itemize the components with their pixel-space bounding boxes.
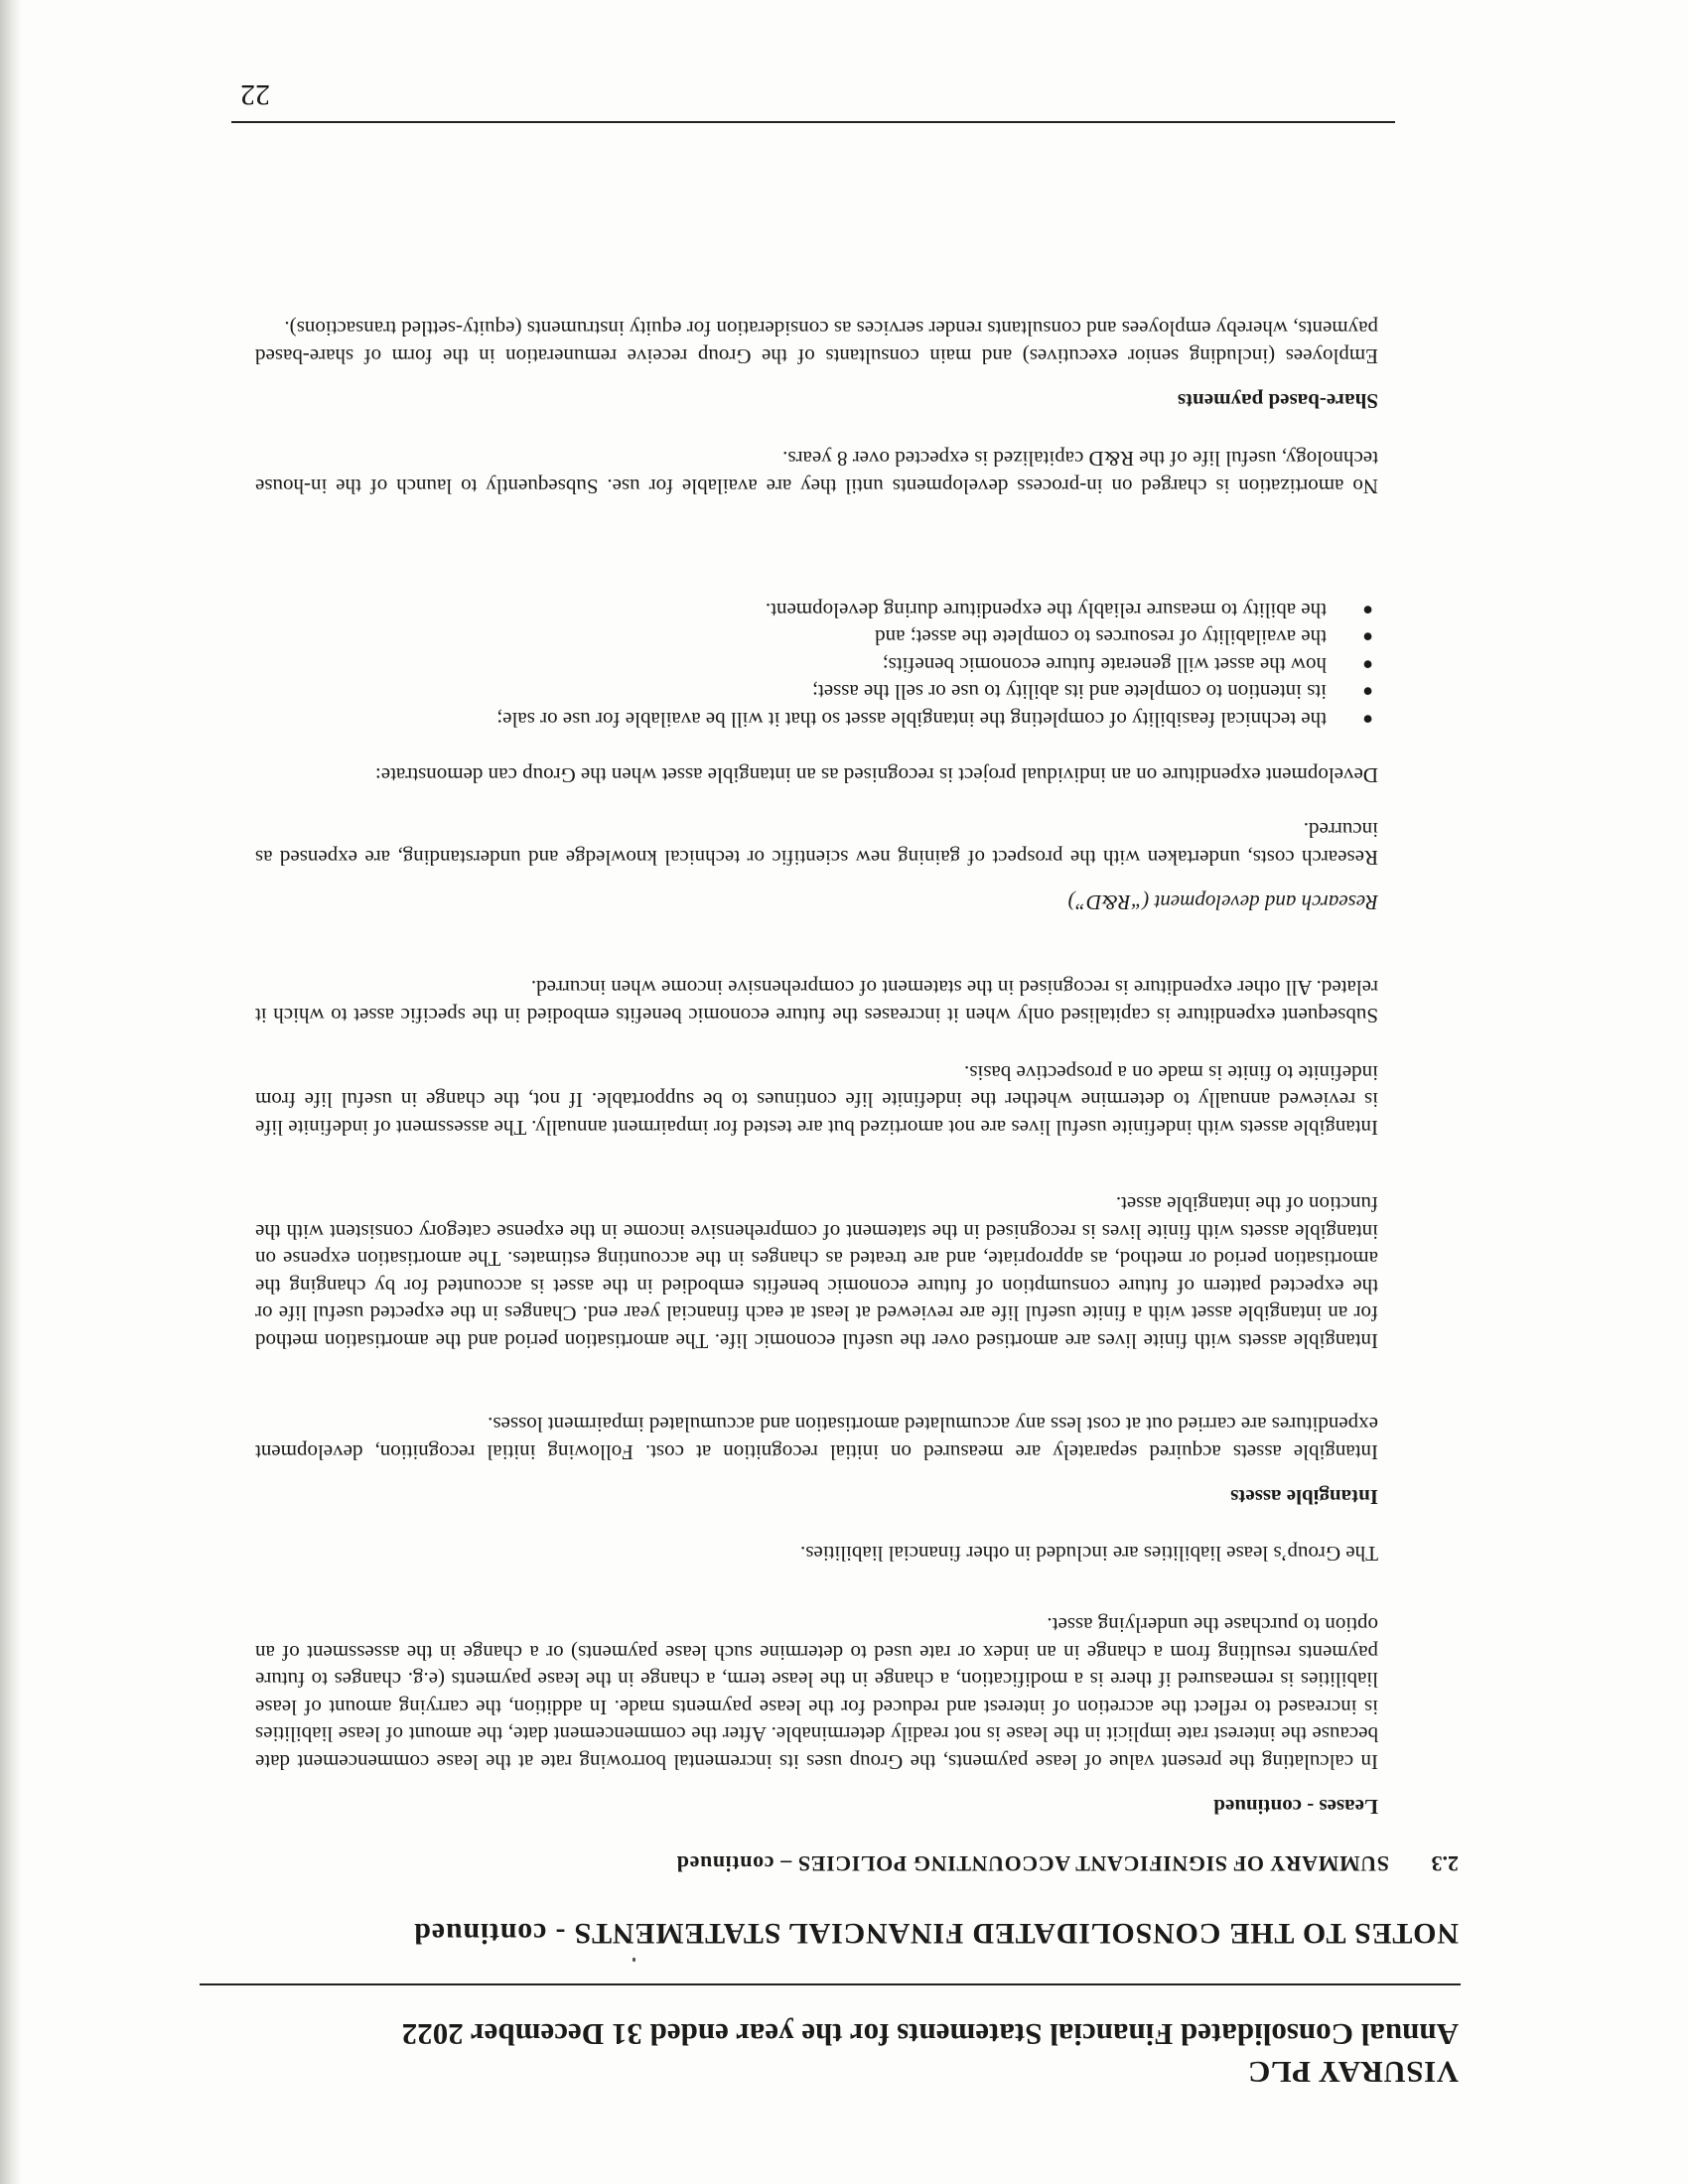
intangible-paragraph-1: Intangible assets acquired separately are measured on initial recognition at cost. Following initial recognition, development expenditures are carried out at cost less any accumulated amortisation and accumulated impairment losses. <box>255 1413 1378 1464</box>
rnd-paragraph-2: Development expenditure on an individual project is recognised as an intangible asset when the Group can demonstrate: <box>374 763 1378 787</box>
share-based-paragraph-1: Employees (including senior executives) and main consultants of the Group receive remuneration in the form of share-based payments, whereby employees and consultants render services as consideration for equity instruments (equity-settled transactions). <box>255 317 1378 368</box>
page-number: 22 <box>240 78 270 111</box>
bullet-icon: ● <box>1362 627 1373 648</box>
list-item-text: the ability to measure reliably the expenditure during development. <box>765 598 1327 622</box>
list-item-text: the technical feasibility of completing the intangible asset so that it will be available for use or sale; <box>496 708 1327 732</box>
list-item <box>255 705 1378 733</box>
leases-paragraph-1: In calculating the present value of lease payments, the Group uses its incremental borrowing rate at the lease commencement date because the interest rate implicit in the lease is not readily determinable. After the commencement date, the amount of lease liabilities is increased to reflect the accretion of interest and reduced for the lease payments made. In addition, the carrying amount of lease liabilities is remeasured if there is a modification, a change in the lease term, a change in the lease payments (e.g. changes to future payments resulting from a change in an index or rate used to determine such lease payments) or a change in the assessment of an option to purchase the underlying asset. <box>255 1613 1378 1774</box>
list-item-text: the availability of resources to complete the asset; and <box>875 625 1327 650</box>
list-item <box>255 596 1378 623</box>
report-subtitle: Annual Consolidated Financial Statements for the year ended 31 December 2022 <box>401 2017 1459 2052</box>
footer-rule <box>231 121 1395 123</box>
bullet-icon: ● <box>1362 600 1373 620</box>
list-item <box>255 623 1378 651</box>
bullet-icon: ● <box>1362 654 1373 675</box>
scan-speck <box>633 1958 635 1962</box>
company-name: VISURAY PLC <box>1247 2055 1459 2090</box>
notes-title: NOTES TO THE CONSOLIDATED FINANCIAL STATEMENTS - continued <box>413 1917 1459 1950</box>
list-item <box>255 650 1378 678</box>
list-item-text: its intention to complete and its ability to use or sell the asset; <box>812 680 1327 705</box>
list-item <box>255 678 1378 706</box>
rnd-paragraph-3: No amortization is charged on in-process developments until they are available for use. Subsequently to launch of the in-house technology, useful life of the R&D capitalized is expected over 8 years. <box>255 447 1378 498</box>
section-title: SUMMARY OF SIGNIFICANT ACCOUNTING POLICIES – continued <box>676 1851 1389 1876</box>
bullet-icon: ● <box>1362 682 1373 703</box>
intangible-heading: Intangible assets <box>1230 1485 1378 1509</box>
rnd-paragraph-1: Research costs, undertaken with the prospect of gaining new scientific or technical knowledge and understanding, are expensed as incurred. <box>255 818 1378 870</box>
leases-paragraph-2: The Group’s lease liabilities are included in other financial liabilities. <box>800 1542 1378 1566</box>
share-based-heading: Share-based payments <box>1177 389 1378 413</box>
rnd-heading: Research and development (“R&D”) <box>1067 890 1378 914</box>
section-number: 2.3 <box>1431 1851 1459 1876</box>
header-rule <box>200 1983 1461 1985</box>
bullet-icon: ● <box>1362 710 1373 730</box>
leases-heading: Leases - continued <box>1213 1795 1378 1819</box>
list-item-text: how the asset will generate future economic benefits; <box>882 652 1327 677</box>
rnd-bullet-list <box>255 596 1378 733</box>
intangible-paragraph-4: Subsequent expenditure is capitalised only when it increases the future economic benefits embodied in the specific asset to which it related. All other expenditure is recognised in the statement of comprehensive income when incurred. <box>255 976 1378 1027</box>
intangible-paragraph-3: Intangible assets with indefinite useful lives are not amortized but are tested for impairment annually. The assessment of indefinite life is reviewed annually to determine whether the indefinite life continues to be supportable. If not, the change in useful life from indefinite to finite is made on a prospective basis. <box>255 1060 1378 1140</box>
section-heading <box>208 1850 1459 1876</box>
intangible-paragraph-2: Intangible assets with finite lives are amortised over the useful economic life. The amortisation period and the amortisation method for an intangible asset with a finite useful life are reviewed at least at each financial year end. Changes in the expected useful life or the expected pattern of future consumption of future economic benefits embodied in the asset is accounted for by changing the amortisation period or method, as appropriate, and are treated as changes in the accounting estimates. The amortisation expense on intangible assets with finite lives is recognised in the statement of comprehensive income in the expense category consistent with the function of the intangible asset. <box>255 1192 1378 1353</box>
